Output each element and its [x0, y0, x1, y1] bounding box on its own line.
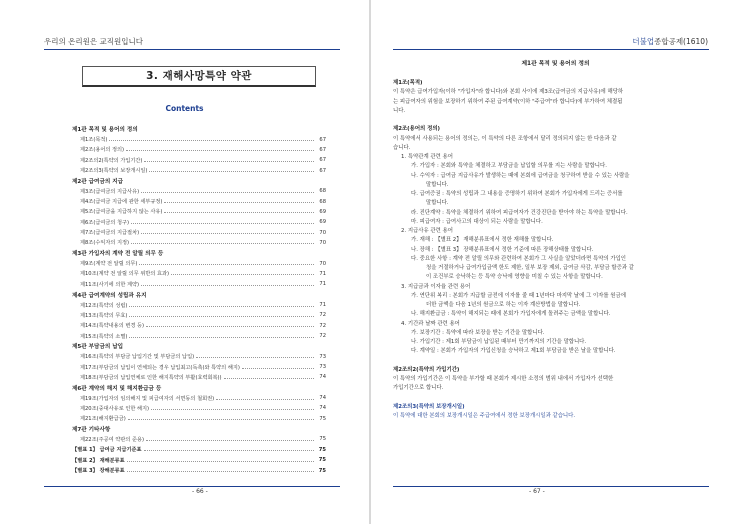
- right-page: [371, 0, 740, 524]
- toc-page: 69: [319, 219, 326, 226]
- toc-label: 제2조(용어의 정의): [80, 147, 125, 154]
- toc-chapter[interactable]: [72, 290, 326, 300]
- toc-page: 74: [319, 395, 326, 402]
- toc-entry[interactable]: [72, 434, 326, 444]
- toc-entry[interactable]: [72, 352, 326, 362]
- toc-page: 68: [319, 198, 326, 205]
- article-heading: 제2조의3(특약의 보장개시일): [393, 403, 465, 410]
- toc-page: 75: [318, 446, 326, 453]
- article-line: 1. 특약관계 관련 용어: [401, 154, 453, 160]
- toc-entry[interactable]: [72, 134, 326, 144]
- toc-page: 75: [318, 457, 326, 464]
- article-line: 나. 장해 : 【별표 3】 장해분류표에서 정한 기준에 따른 장해상태를 말합니다.: [411, 246, 594, 253]
- toc-leader: [164, 210, 314, 213]
- toc-page: 69: [319, 208, 326, 215]
- toc-page: 73: [319, 353, 326, 360]
- table-of-contents: [72, 124, 326, 476]
- article-line: 습니다.: [393, 144, 411, 151]
- toc-label: 제13조(특약의 무효): [80, 312, 128, 319]
- toc-leader: [144, 159, 314, 162]
- toc-label: 제18조(부담금의 납입연체로 인한 해지특약의 부활(효력회복)): [80, 374, 222, 381]
- article-line: 는 피급여자의 위험을 보장하기 위하여 주된 급여계약(이하 "주급여"라 합니다)에 부가하여 체결됩: [393, 98, 623, 105]
- toc-leader: [128, 417, 314, 420]
- article-line: 3. 지급금과 이자율 관련 용어: [401, 283, 471, 290]
- toc-leader: [127, 459, 314, 462]
- right-header-rule: [393, 49, 709, 50]
- article-line: 다. 계약일 : 본회가 가입자의 가입신청을 승낙하고 제1회 부담금을 받은 날을 말합니다.: [411, 348, 616, 355]
- toc-leader: [216, 397, 314, 400]
- spacer: [393, 394, 709, 403]
- article-line: 이 특약에서 사용되는 용어의 정의는, 이 특약의 다른 조항에서 달리 정의되지 않는 한 다음과 같: [393, 135, 617, 142]
- article-line: 말합니다.: [426, 200, 449, 207]
- article-line: 나. 해지환급금 : 특약이 해지되는 때에 본회가 가입자에게 돌려주는 금액을 말합니다.: [411, 311, 611, 318]
- toc-entry[interactable]: [72, 165, 326, 175]
- toc-entry[interactable]: [72, 455, 326, 465]
- toc-entry[interactable]: [72, 207, 326, 217]
- contents-heading: Contents: [165, 104, 204, 113]
- toc-entry[interactable]: [72, 445, 326, 455]
- toc-label: 【별표 2】 재해분류표: [72, 457, 125, 464]
- toc-entry[interactable]: [72, 269, 326, 279]
- toc-entry[interactable]: [72, 393, 326, 403]
- toc-entry[interactable]: [72, 403, 326, 413]
- toc-leader: [144, 448, 314, 451]
- toc-page: 67: [319, 157, 326, 164]
- article-line: 가. 보장기간 : 특약에 따라 보장을 받는 기간을 말합니다.: [411, 329, 545, 336]
- toc-label: 제6관 계약의 해지 및 해지환급금 등: [72, 385, 162, 392]
- article-line: 다. 중요한 사항 : 계약 전 알릴 의무와 관련하여 본회가 그 사실을 알았더라면 특약의 가입인: [411, 255, 626, 262]
- toc-label: 제15조(특약의 소멸): [80, 333, 128, 340]
- left-page: [0, 0, 369, 524]
- toc-page: 75: [319, 436, 326, 443]
- toc-label: 제6조(급여금의 청구): [80, 219, 130, 226]
- toc-leader: [131, 221, 314, 224]
- toc-label: 제5조(급여금을 지급하지 않는 사유): [80, 209, 163, 216]
- toc-label: 제19조(가입자의 임의해지 및 피급여자의 서면동의 철회권): [80, 395, 215, 402]
- document-title: 3. 재해사망특약 약관: [82, 66, 316, 87]
- toc-entry[interactable]: [72, 279, 326, 289]
- toc-chapter[interactable]: [72, 341, 326, 351]
- toc-page: 67: [319, 167, 326, 174]
- article-line: 이 특약의 가입기간은 이 특약을 부가할 때 본회가 제시한 소정의 범위 내에서 가입자가 선택한: [393, 376, 614, 382]
- toc-label: 제5관 부담금의 납입: [72, 344, 124, 351]
- toc-entry[interactable]: [72, 145, 326, 155]
- toc-chapter[interactable]: [72, 383, 326, 393]
- toc-entry[interactable]: [72, 310, 326, 320]
- toc-entry[interactable]: [72, 227, 326, 237]
- toc-label: 제2조의2(특약의 가입기간): [80, 157, 143, 164]
- toc-label: 제2조의3(특약의 보장개시일): [80, 168, 148, 175]
- toc-page: 75: [319, 415, 326, 422]
- toc-leader: [224, 376, 314, 379]
- toc-label: 제11조(사기에 의한 계약): [80, 281, 140, 288]
- article-line: 이 조건부로 승낙하는 등 특약 승낙에 영향을 미칠 수 있는 사항을 말합니다.: [426, 274, 603, 281]
- left-page-number: - 66 -: [192, 488, 208, 495]
- toc-leader: [141, 283, 314, 286]
- article-line: 마. 피급여자 : 급여사고의 대상이 되는 사람을 말합니다.: [411, 218, 543, 225]
- article-line: 라. 진단계약 : 특약을 체결하기 위하여 피급여자가 건강진단을 받아야 하는 특약을 말합니다.: [411, 209, 628, 216]
- toc-label: 제3조(급여금의 지급사유): [80, 188, 140, 195]
- toc-chapter[interactable]: [72, 124, 326, 134]
- toc-leader: [141, 231, 314, 234]
- toc-leader: [164, 200, 314, 203]
- toc-page: 67: [319, 146, 326, 153]
- article-line: 이 특약에 대한 본회의 보장개시일은 주급여에서 정한 보장개시일과 같습니다.: [393, 413, 576, 419]
- toc-label: 제4관 급여계약의 성립과 유지: [72, 292, 147, 299]
- toc-entry[interactable]: [72, 186, 326, 196]
- toc-entry[interactable]: [72, 217, 326, 227]
- spacer: [393, 357, 709, 366]
- toc-leader: [129, 304, 314, 307]
- toc-entry[interactable]: [72, 372, 326, 382]
- toc-leader: [131, 241, 314, 244]
- toc-page: 70: [319, 229, 326, 236]
- toc-page: 72: [319, 333, 326, 340]
- toc-label: 제3관 가입자의 계약 전 알릴 의무 등: [72, 251, 164, 258]
- article-line: 가. 가입자 : 본회와 특약을 체결하고 부담금을 납입할 의무를 지는 사람을 말합니다.: [411, 163, 607, 170]
- toc-entry[interactable]: [72, 331, 326, 341]
- toc-label: 제2관 급여금의 지급: [72, 178, 124, 185]
- toc-label: 제7관 기타사항: [72, 427, 111, 434]
- toc-page: 70: [319, 260, 326, 267]
- article-line: 다. 급여증권 : 특약의 성립과 그 내용을 증명하기 위하여 본회가 가입자에게 드리는 증서를: [411, 191, 623, 197]
- article-line: 가. 재해 : 【별표 2】 재해분류표에서 정한 재해를 말합니다.: [411, 237, 554, 244]
- article-heading: 제2조의2(특약의 가입기간): [393, 366, 460, 373]
- toc-leader: [141, 190, 314, 193]
- toc-leader: [149, 169, 314, 172]
- toc-label: 제14조(특약내용의 변경 등): [80, 323, 145, 330]
- toc-leader: [171, 272, 314, 275]
- right-running-header: [632, 36, 708, 47]
- toc-leader: [139, 262, 314, 265]
- toc-entry[interactable]: [72, 238, 326, 248]
- toc-leader: [109, 138, 314, 141]
- article-line: 청을 거절하거나 급여가입금액 한도 제한, 일부 보장 제외, 급여금 삭감, 부담금 할증과 같: [426, 265, 634, 271]
- toc-label: 제8조(수익자의 지정): [80, 240, 130, 247]
- toc-leader: [146, 324, 314, 327]
- toc-label: 제1관 목적 및 용어의 정의: [72, 127, 138, 134]
- toc-leader: [146, 438, 314, 441]
- article-line: 4. 기간과 날짜 관련 용어: [401, 320, 460, 327]
- toc-entry[interactable]: [72, 414, 326, 424]
- toc-entry[interactable]: [72, 258, 326, 268]
- article-body: [393, 79, 709, 421]
- toc-leader: [242, 366, 314, 369]
- toc-chapter[interactable]: [72, 248, 326, 258]
- toc-entry[interactable]: [72, 155, 326, 165]
- article-line: 니다.: [393, 107, 406, 114]
- toc-leader: [196, 355, 314, 358]
- toc-label: 제22조(주공여 약관의 준용): [80, 436, 145, 443]
- toc-leader: [151, 407, 314, 410]
- toc-leader: [127, 469, 314, 472]
- toc-label: 제16조(특약의 부담금 납입기간 및 부담금의 납입): [80, 354, 195, 361]
- article-line: 나. 수익자 : 급여금 지급사유가 발생하는 때에 본회에 급여금을 청구하여 받을 수 있는 사람을: [411, 172, 630, 179]
- toc-label: 제9조(계약 전 알릴 의무): [80, 261, 138, 268]
- section-title: 제1관 목적 및 용어의 정의: [521, 61, 590, 67]
- left-footer-rule: [44, 486, 340, 487]
- toc-label: 제4조(급여금 지급에 관한 세부규정): [80, 199, 163, 206]
- left-header-rule: [44, 49, 340, 50]
- article-line: 2. 지급사유 관련 용어: [401, 228, 453, 234]
- article-line: 가. 연단위 복리 : 본회가 지급할 금전에 이자를 줄 때 1년마다 마지막 날에 그 이자를 원금에: [411, 292, 626, 299]
- left-running-header: 우리의 온리원은 교직원입니다: [44, 37, 143, 46]
- article-line: 이 특약은 급여가입자(이하 "가입자"라 합니다)와 본회 사이에 제3조(급여금의 지급사유)에 해당하: [393, 89, 624, 96]
- article-heading: 제2조(용어의 정의): [393, 126, 441, 133]
- toc-chapter[interactable]: [72, 176, 326, 186]
- toc-page: 72: [319, 322, 326, 329]
- toc-entry[interactable]: [72, 196, 326, 206]
- header-brand-highlight: 더불업: [632, 37, 655, 46]
- article-line: 가입기간으로 합니다.: [393, 385, 444, 392]
- toc-label: 제12조(특약의 성립): [80, 302, 128, 309]
- article-heading: 제1조(목적): [393, 80, 423, 86]
- toc-page: 73: [319, 364, 326, 371]
- toc-chapter[interactable]: [72, 424, 326, 434]
- article-line: 말합니다.: [426, 181, 449, 188]
- toc-entry[interactable]: [72, 362, 326, 372]
- toc-label: 【별표 1】 급여금 지급기준표: [72, 447, 142, 454]
- header-brand-rest: 종합공제(1610): [654, 37, 708, 46]
- toc-page: 71: [319, 302, 326, 309]
- toc-page: 68: [319, 188, 326, 195]
- toc-page: 67: [319, 136, 326, 143]
- toc-entry[interactable]: [72, 321, 326, 331]
- toc-page: 70: [319, 239, 326, 246]
- toc-page: 74: [319, 374, 326, 381]
- toc-label: 제17조(부담금의 납입이 연체되는 경우 납입최고(독촉)와 특약의 해지): [80, 364, 240, 371]
- toc-page: 74: [319, 405, 326, 412]
- toc-page: 72: [319, 312, 326, 319]
- toc-leader: [129, 335, 314, 338]
- toc-leader: [126, 148, 314, 151]
- toc-label: 제20조(중대사유로 인한 해지): [80, 405, 150, 412]
- article-line: 더한 금액을 다음 1년의 원금으로 하는 이자 계산방법을 말합니다.: [426, 302, 581, 308]
- toc-label: 제10조(계약 전 알릴 의무 위반의 효과): [80, 271, 170, 278]
- toc-leader: [129, 314, 314, 317]
- right-footer-rule: [393, 486, 709, 487]
- toc-page: 71: [319, 281, 326, 288]
- toc-page: 71: [319, 270, 326, 277]
- toc-entry[interactable]: [72, 465, 326, 475]
- toc-label: 제7조(급여금의 지급절차): [80, 230, 140, 237]
- right-page-number: - 67 -: [529, 488, 545, 495]
- toc-entry[interactable]: [72, 300, 326, 310]
- toc-label: 제1조(목적): [80, 137, 108, 144]
- spacer: [393, 116, 709, 125]
- toc-label: 제21조(해지환급금): [80, 416, 126, 423]
- article-line: 나. 가입기간 : 제1회 부담금이 납입된 때부터 만기까지의 기간을 말합니다.: [411, 339, 587, 345]
- toc-label: 【별표 3】 장해분류표: [72, 468, 125, 475]
- toc-page: 75: [318, 467, 326, 474]
